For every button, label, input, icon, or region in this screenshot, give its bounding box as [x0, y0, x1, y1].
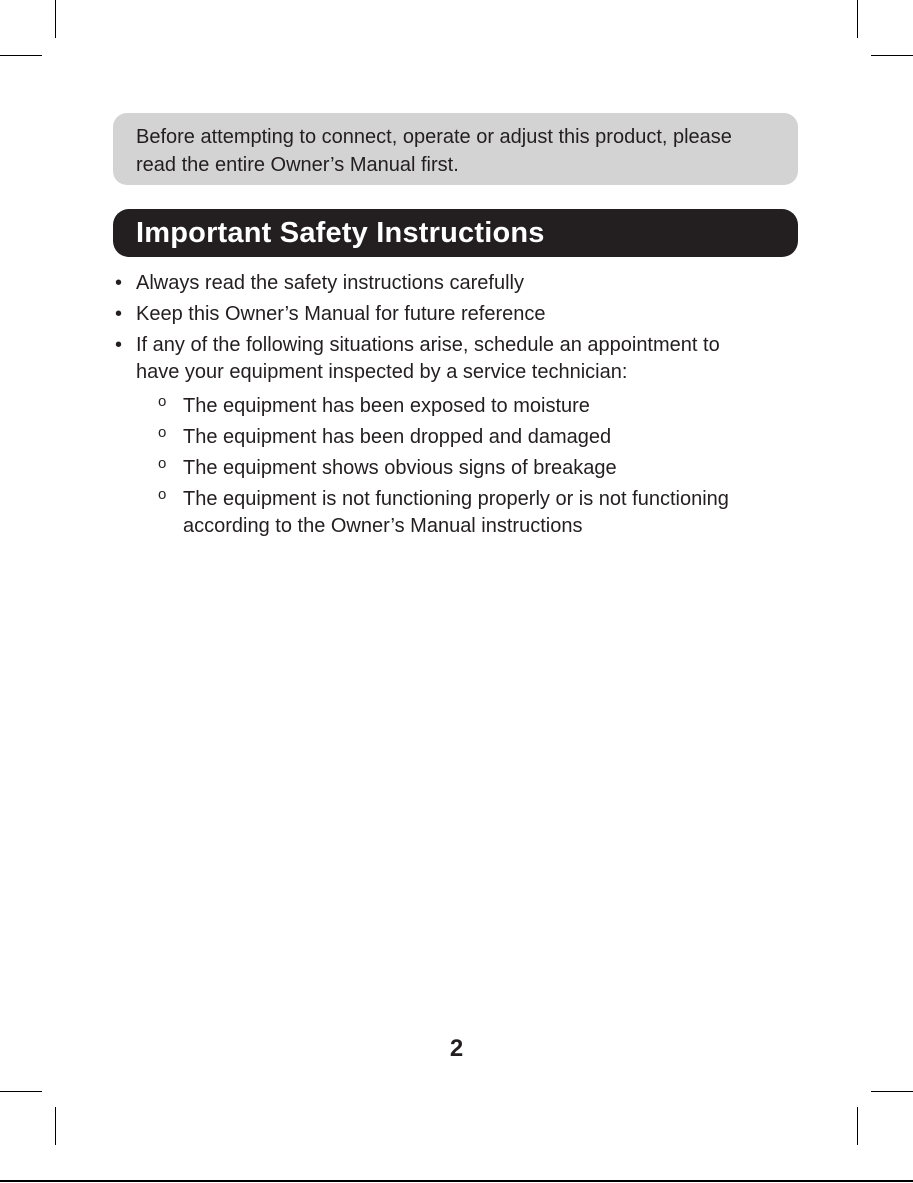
sub-bullet-icon: o [158, 424, 167, 441]
list-item-text: have your equipment inspected by a service technician: [136, 361, 628, 383]
crop-mark-top-right [857, 0, 858, 38]
bullet-icon: • [115, 272, 123, 294]
bullet-icon: • [115, 334, 123, 356]
read-manual-notice [113, 113, 798, 185]
page-number: 2 [449, 1035, 464, 1062]
notice-line-1: Before attempting to connect, operate or adjust this product, please [136, 126, 732, 148]
crop-mark-top-left [0, 55, 42, 56]
crop-mark-top-right [871, 55, 913, 56]
list-item-text: Keep this Owner’s Manual for future reference [136, 303, 546, 325]
sublist-item [136, 424, 813, 451]
crop-mark-bottom-left [55, 1107, 56, 1145]
section-header-bar [113, 209, 798, 257]
sublist-item-text: The equipment is not functioning properly or is not functioning [183, 488, 729, 510]
sub-bullet-icon: o [158, 393, 167, 410]
crop-mark-bottom-left [0, 1091, 42, 1092]
sublist-item-text: The equipment shows obvious signs of breakage [183, 457, 617, 479]
crop-mark-bottom-right [857, 1107, 858, 1145]
crop-mark-top-left [55, 0, 56, 38]
sublist-item-text: The equipment has been exposed to moisture [183, 395, 590, 417]
section-title: Important Safety Instructions [136, 216, 545, 249]
list-item-text: Always read the safety instructions carefully [136, 272, 524, 294]
crop-mark-bottom-right [871, 1091, 913, 1092]
sublist-item-text: according to the Owner’s Manual instructions [183, 515, 583, 537]
bullet-icon: • [115, 303, 123, 325]
list-item [113, 332, 813, 540]
sublist-item [136, 455, 813, 482]
situation-sublist [136, 393, 813, 540]
sublist-item-text: The equipment has been dropped and damaged [183, 426, 612, 448]
sublist-item [136, 393, 813, 420]
list-item-text: If any of the following situations arise, schedule an appointment to [136, 334, 720, 356]
sub-bullet-icon: o [158, 486, 167, 503]
sublist-item [136, 486, 813, 540]
page-bottom-edge [0, 1180, 913, 1182]
list-item [113, 301, 813, 328]
list-item [113, 270, 813, 297]
sub-bullet-icon: o [158, 455, 167, 472]
notice-line-2: read the entire Owner’s Manual first. [136, 154, 459, 176]
safety-instruction-list [113, 270, 813, 544]
